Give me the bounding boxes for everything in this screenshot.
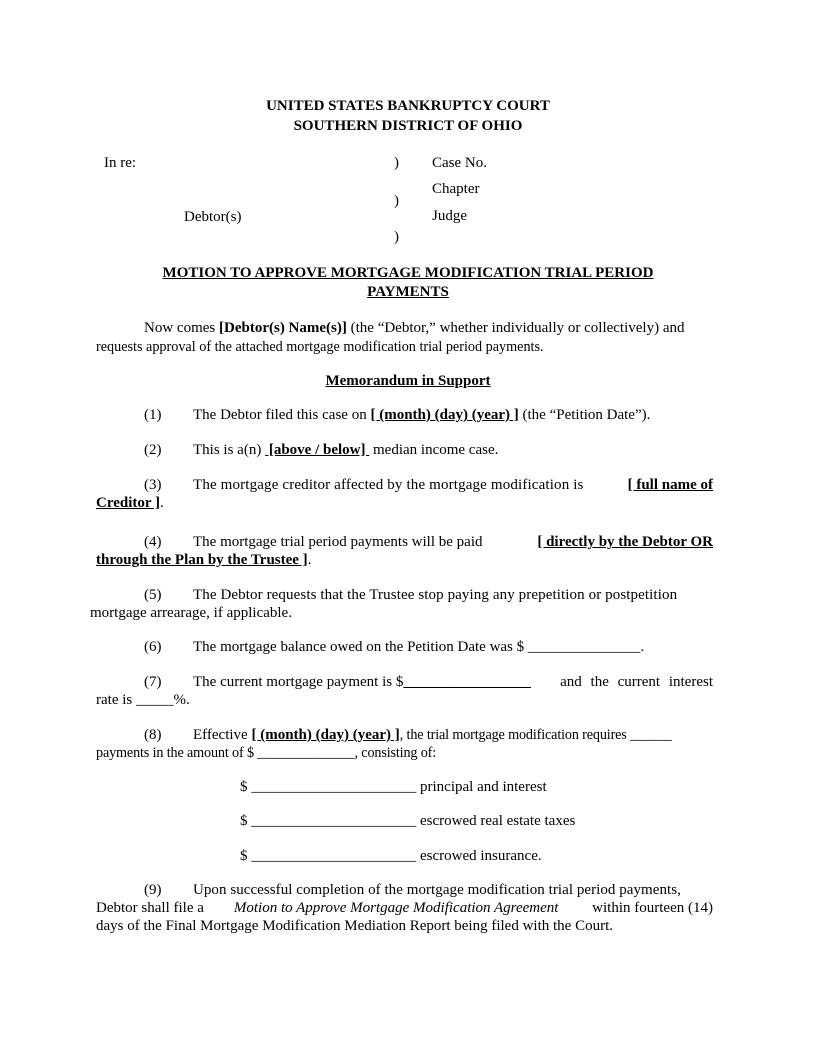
court-name: UNITED STATES BANKRUPTCY COURT	[266, 98, 550, 114]
intro-text: Now comes	[144, 320, 219, 336]
paragraph-text: The Debtor filed this case on	[193, 407, 371, 423]
item-number: (2)	[144, 442, 162, 458]
debtor-label: Debtor(s)	[184, 209, 242, 225]
paragraph-text: and the current interest	[560, 674, 713, 690]
paragraph-text: Upon successful completion of the mortgage modification trial period payments,	[193, 882, 681, 898]
paragraph-9-line2	[96, 899, 713, 918]
payment-method-field: through the Plan by the Trustee ]	[96, 552, 308, 568]
escrowed-taxes-line: $ ______________________ escrowed real estate taxes	[240, 813, 576, 829]
payment-blank: _________________	[403, 674, 531, 690]
paragraph-text: (the “Petition Date”).	[518, 407, 651, 423]
paragraph-6: The mortgage balance owed on the Petition Date was $ _______________.	[193, 639, 645, 655]
motion-title-line2: PAYMENTS	[367, 284, 449, 300]
item-number: (7)	[144, 674, 162, 690]
petition-date-field: [ (month) (day) (year) ]	[370, 407, 519, 423]
item-number: (4)	[144, 534, 162, 550]
item-number: (9)	[144, 882, 162, 898]
principal-interest-line: $ ______________________ principal and interest	[240, 779, 547, 795]
paragraph-4-line2	[96, 551, 311, 570]
creditor-field: Creditor ]	[96, 495, 161, 511]
item-number: (5)	[144, 587, 162, 603]
paragraph-9-line3: days of the Final Mortgage Modification Mediation Report being filed with the Court.	[96, 918, 613, 934]
paragraph-text	[193, 673, 531, 692]
intro-line1	[144, 319, 685, 338]
intro-text: (the “Debtor,” whether individually or collectively) and	[346, 320, 685, 336]
paragraph-text: .	[160, 495, 164, 511]
debtor-name-field: [Debtor(s) Name(s)]	[219, 320, 347, 336]
intro-line2: requests approval of the attached mortgage modification trial period payments.	[96, 339, 544, 355]
item-number: (1)	[144, 407, 162, 423]
paragraph-1	[193, 406, 650, 425]
paragraph-5-line1	[193, 586, 713, 605]
paragraph-2	[193, 441, 498, 460]
paragraph-text: The mortgage creditor affected by the mortgage modification is	[193, 477, 584, 493]
case-no-label: Case No.	[432, 155, 487, 171]
item-number: (3)	[144, 477, 162, 493]
escrowed-insurance-line: $ ______________________ escrowed insurance.	[240, 848, 542, 864]
paragraph-text: The current mortgage payment is $	[193, 674, 404, 690]
paragraph-9-line1	[193, 881, 713, 900]
payment-method-field: [ directly by the Debtor OR	[537, 534, 713, 550]
paragraph-text: This is a(n)	[193, 442, 266, 458]
court-district: SOUTHERN DISTRICT OF OHIO	[293, 118, 523, 134]
paragraph-5-line2: mortgage arrearage, if applicable.	[90, 605, 292, 621]
caption-paren: )	[394, 193, 399, 209]
paragraph-4-line1	[193, 533, 713, 552]
effective-date-field: [ (month) (day) (year) ]	[251, 727, 400, 743]
paragraph-7-line2: rate is _____%.	[96, 692, 190, 708]
judge-label: Judge	[432, 208, 467, 224]
paragraph-7-line1	[193, 673, 713, 692]
motion-title-reference: Motion to Approve Mortgage Modification Agreement	[233, 900, 559, 916]
paragraph-text: Debtor shall file a	[96, 900, 204, 916]
caption-paren: )	[394, 155, 399, 171]
caption-paren: )	[394, 229, 399, 245]
paragraph-8-line2: payments in the amount of $ ______________, consisting of:	[96, 745, 437, 761]
chapter-label: Chapter	[432, 181, 480, 197]
paragraph-text: The Debtor requests that the Trustee stop paying any prepetition or postpetition	[193, 587, 678, 603]
paragraph-text: , the trial mortgage modification requires ______	[399, 727, 672, 743]
paragraph-text: median income case.	[369, 442, 499, 458]
paragraph-8-line1	[193, 726, 672, 745]
item-number: (6)	[144, 639, 162, 655]
paragraph-text: The mortgage trial period payments will be paid	[193, 534, 483, 550]
item-number: (8)	[144, 727, 162, 743]
paragraph-text: .	[307, 552, 312, 568]
in-re-label: In re:	[104, 155, 137, 171]
paragraph-text: Effective	[193, 727, 252, 743]
paragraph-3-line1	[193, 476, 713, 495]
memorandum-heading: Memorandum in Support	[325, 373, 491, 389]
motion-title-line1: MOTION TO APPROVE MORTGAGE MODIFICATION TRIAL PERIOD	[162, 265, 654, 281]
creditor-field: [ full name of	[627, 477, 713, 493]
paragraph-text: within fourteen (14)	[588, 900, 713, 916]
income-field: [above / below]	[265, 442, 370, 458]
paragraph-3-line2	[96, 494, 164, 513]
